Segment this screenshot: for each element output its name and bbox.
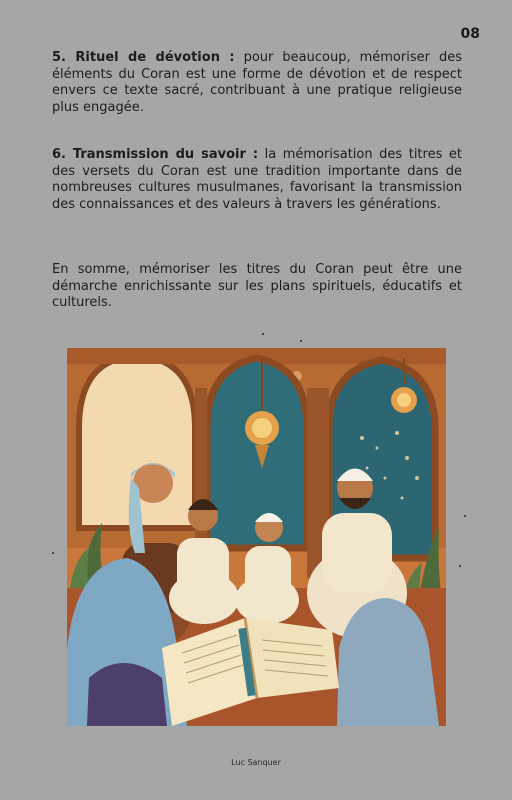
decorative-dot [262, 333, 264, 335]
decorative-dot [52, 552, 54, 554]
quran-study-illustration [67, 348, 446, 726]
paragraph-heading: 6. Transmission du savoir : [52, 147, 259, 162]
paragraph-text: En somme, mémoriser les titres du Coran peut être une démarche enrichissante sur les plans spirituels, éducatifs et culturels. [52, 262, 462, 310]
decorative-dot [459, 565, 461, 567]
author-name: Luc Sanquer [231, 758, 281, 767]
paragraph-text: la mémorisation des titres et des versets du Coran est une tradition importante dans de nombreuses cultures musulmanes, favorisant la transmission des connaissances et des valeurs à travers les générations. [52, 147, 463, 212]
paragraph-ritual [52, 50, 462, 116]
page-number: 08 [460, 26, 480, 42]
paragraph-conclusion [52, 262, 462, 312]
paragraph-transmission [52, 147, 462, 213]
decorative-dot [300, 340, 302, 342]
paragraph-text: pour beaucoup, mémoriser des éléments du Coran est une forme de dévotion et de respect envers ce texte sacré, contribuant à une pratique religieuse plus engagée. [52, 50, 462, 115]
decorative-dot [464, 515, 466, 517]
paragraph-heading: 5. Rituel de dévotion : [52, 50, 235, 65]
